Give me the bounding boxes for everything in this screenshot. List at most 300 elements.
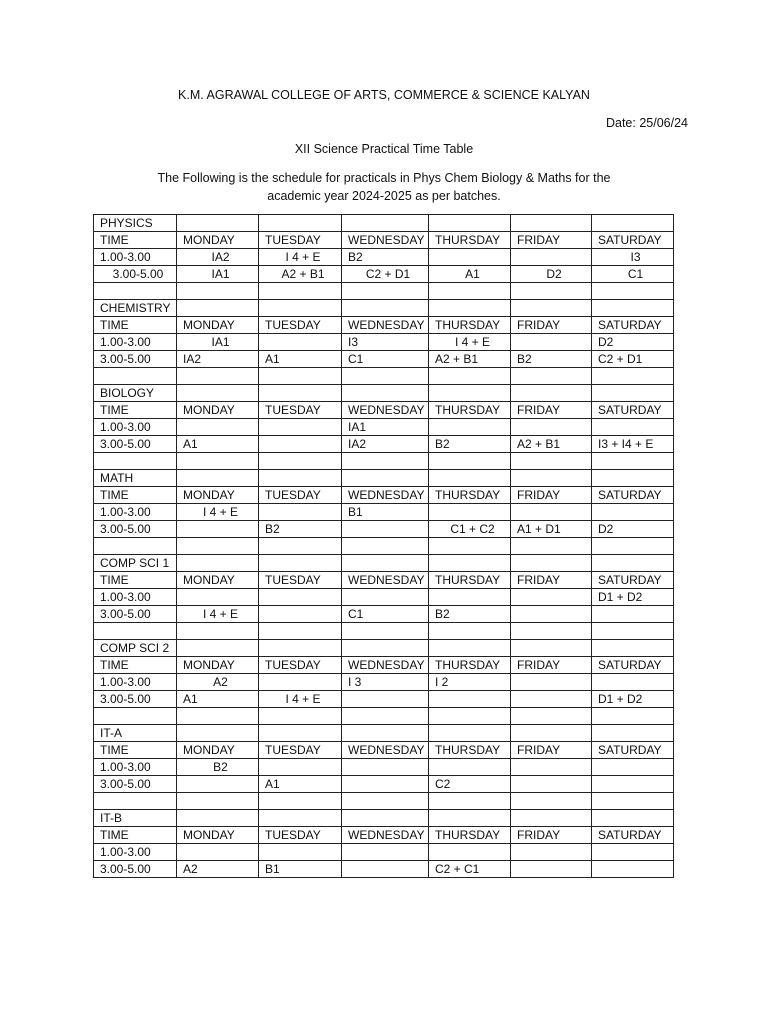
table-cell: 1.00-3.00 <box>94 504 177 521</box>
table-cell <box>429 283 511 300</box>
table-row <box>94 640 674 657</box>
table-row <box>94 385 674 402</box>
table-row <box>94 283 674 300</box>
table-row <box>94 453 674 470</box>
table-row <box>94 572 674 589</box>
table-cell <box>592 283 674 300</box>
table-cell <box>592 419 674 436</box>
table-cell: TUESDAY <box>259 742 342 759</box>
table-cell <box>342 300 429 317</box>
table-cell <box>177 793 259 810</box>
table-cell <box>94 538 177 555</box>
table-cell: MONDAY <box>177 827 259 844</box>
document-date: Date: 25/06/24 <box>605 116 688 130</box>
table-cell <box>259 538 342 555</box>
table-cell: TIME <box>94 487 177 504</box>
table-cell <box>429 589 511 606</box>
table-cell: FRIDAY <box>511 402 592 419</box>
table-cell <box>259 606 342 623</box>
table-cell: A1 <box>259 776 342 793</box>
table-cell: WEDNESDAY <box>342 827 429 844</box>
table-row <box>94 487 674 504</box>
table-cell: FRIDAY <box>511 232 592 249</box>
table-cell: MONDAY <box>177 657 259 674</box>
table-cell: SATURDAY <box>592 572 674 589</box>
table-cell: TUESDAY <box>259 487 342 504</box>
table-cell: C1 + C2 <box>429 521 511 538</box>
table-cell <box>592 470 674 487</box>
table-cell: B2 <box>259 521 342 538</box>
table-cell: 3.00-5.00 <box>94 436 177 453</box>
table-row <box>94 657 674 674</box>
table-cell <box>259 810 342 827</box>
table-cell <box>592 555 674 572</box>
table-cell <box>259 368 342 385</box>
table-cell: PHYSICS <box>94 215 177 232</box>
table-cell: FRIDAY <box>511 317 592 334</box>
college-title: K.M. AGRAWAL COLLEGE OF ARTS, COMMERCE & SCIENCE KALYAN <box>178 88 590 102</box>
table-cell: FRIDAY <box>511 657 592 674</box>
table-cell: SATURDAY <box>592 742 674 759</box>
table-cell: WEDNESDAY <box>342 572 429 589</box>
table-cell <box>592 300 674 317</box>
table-row <box>94 232 674 249</box>
table-cell <box>592 810 674 827</box>
table-cell: THURSDAY <box>429 742 511 759</box>
table-row <box>94 402 674 419</box>
table-row <box>94 844 674 861</box>
table-cell: WEDNESDAY <box>342 487 429 504</box>
table-cell <box>342 368 429 385</box>
table-cell <box>429 691 511 708</box>
table-cell <box>259 640 342 657</box>
table-cell <box>511 453 592 470</box>
table-cell <box>259 725 342 742</box>
table-cell <box>259 334 342 351</box>
table-cell: A1 + D1 <box>511 521 592 538</box>
table-cell <box>177 776 259 793</box>
table-cell: IA2 <box>177 249 259 266</box>
table-cell <box>342 453 429 470</box>
table-cell: TUESDAY <box>259 232 342 249</box>
table-cell: D1 + D2 <box>592 589 674 606</box>
table-cell <box>429 419 511 436</box>
table-cell <box>429 725 511 742</box>
table-cell: CHEMISTRY <box>94 300 177 317</box>
table-cell: BIOLOGY <box>94 385 177 402</box>
table-cell <box>177 521 259 538</box>
table-cell: WEDNESDAY <box>342 402 429 419</box>
table-cell: SATURDAY <box>592 317 674 334</box>
table-cell <box>511 419 592 436</box>
table-cell: I 3 <box>342 674 429 691</box>
table-cell: IA1 <box>177 266 259 283</box>
table-cell: THURSDAY <box>429 317 511 334</box>
table-cell <box>259 708 342 725</box>
table-row <box>94 419 674 436</box>
table-cell: WEDNESDAY <box>342 232 429 249</box>
table-row <box>94 623 674 640</box>
table-cell <box>342 623 429 640</box>
table-row <box>94 504 674 521</box>
table-cell <box>592 215 674 232</box>
table-cell <box>177 215 259 232</box>
table-cell: C1 <box>342 606 429 623</box>
table-row <box>94 725 674 742</box>
table-cell <box>511 776 592 793</box>
table-cell <box>511 470 592 487</box>
table-cell: 1.00-3.00 <box>94 419 177 436</box>
table-cell <box>342 555 429 572</box>
table-cell: TUESDAY <box>259 657 342 674</box>
table-cell <box>94 708 177 725</box>
table-row <box>94 317 674 334</box>
table-cell <box>259 793 342 810</box>
table-cell <box>429 453 511 470</box>
table-cell: 3.00-5.00 <box>94 606 177 623</box>
table-cell: 3.00-5.00 <box>94 691 177 708</box>
table-cell: COMP SCI 2 <box>94 640 177 657</box>
table-cell: IA1 <box>177 334 259 351</box>
table-cell: MONDAY <box>177 742 259 759</box>
table-cell <box>177 708 259 725</box>
table-cell <box>429 215 511 232</box>
table-cell: WEDNESDAY <box>342 742 429 759</box>
table-cell: I3 + I4 + E <box>592 436 674 453</box>
table-cell: MONDAY <box>177 232 259 249</box>
table-cell: B2 <box>429 436 511 453</box>
table-cell <box>511 640 592 657</box>
table-cell <box>342 776 429 793</box>
table-cell <box>592 674 674 691</box>
table-cell <box>259 283 342 300</box>
table-cell <box>511 810 592 827</box>
table-cell <box>94 453 177 470</box>
table-cell <box>259 555 342 572</box>
table-row <box>94 827 674 844</box>
table-cell <box>342 793 429 810</box>
table-cell <box>429 793 511 810</box>
table-cell: 3.00-5.00 <box>94 351 177 368</box>
table-cell: D2 <box>592 334 674 351</box>
table-cell: THURSDAY <box>429 572 511 589</box>
table-cell <box>177 555 259 572</box>
table-cell: FRIDAY <box>511 742 592 759</box>
table-cell: I 4 + E <box>259 249 342 266</box>
table-cell <box>592 708 674 725</box>
table-row <box>94 708 674 725</box>
table-cell <box>342 810 429 827</box>
table-cell: A2 + B1 <box>259 266 342 283</box>
table-cell <box>177 640 259 657</box>
table-cell <box>177 810 259 827</box>
table-cell <box>259 759 342 776</box>
table-cell: MONDAY <box>177 402 259 419</box>
table-cell <box>342 708 429 725</box>
table-cell: TUESDAY <box>259 827 342 844</box>
table-row <box>94 810 674 827</box>
table-cell <box>177 589 259 606</box>
table-row <box>94 266 674 283</box>
table-cell <box>592 368 674 385</box>
table-cell: MONDAY <box>177 487 259 504</box>
table-cell <box>592 640 674 657</box>
table-cell <box>592 861 674 878</box>
table-cell <box>259 623 342 640</box>
table-cell: 3.00-5.00 <box>94 521 177 538</box>
table-cell: C2 + D1 <box>592 351 674 368</box>
table-cell <box>511 606 592 623</box>
table-cell: B1 <box>342 504 429 521</box>
table-cell <box>429 555 511 572</box>
table-row <box>94 555 674 572</box>
table-cell: IA1 <box>342 419 429 436</box>
table-cell <box>511 725 592 742</box>
table-cell: I 4 + E <box>429 334 511 351</box>
table-cell: TIME <box>94 742 177 759</box>
table-cell: B2 <box>511 351 592 368</box>
table-cell <box>429 300 511 317</box>
table-cell <box>177 453 259 470</box>
table-cell: B2 <box>177 759 259 776</box>
table-cell <box>511 793 592 810</box>
table-cell: A1 <box>259 351 342 368</box>
table-row <box>94 521 674 538</box>
table-cell <box>259 844 342 861</box>
table-cell: MONDAY <box>177 317 259 334</box>
table-cell <box>511 385 592 402</box>
table-cell <box>259 419 342 436</box>
table-cell <box>177 538 259 555</box>
table-cell: TUESDAY <box>259 402 342 419</box>
table-cell: TIME <box>94 232 177 249</box>
table-row <box>94 215 674 232</box>
table-cell <box>342 861 429 878</box>
table-cell <box>511 249 592 266</box>
table-cell <box>511 623 592 640</box>
table-cell: A1 <box>177 436 259 453</box>
table-cell <box>177 470 259 487</box>
table-cell <box>94 283 177 300</box>
table-cell: A2 <box>177 674 259 691</box>
table-cell <box>342 589 429 606</box>
table-cell <box>342 283 429 300</box>
table-cell: IA2 <box>177 351 259 368</box>
table-cell <box>429 385 511 402</box>
table-cell: FRIDAY <box>511 827 592 844</box>
table-cell <box>429 538 511 555</box>
table-cell: MONDAY <box>177 572 259 589</box>
table-cell <box>511 708 592 725</box>
table-cell <box>592 623 674 640</box>
table-cell: A1 <box>177 691 259 708</box>
table-row <box>94 776 674 793</box>
table-cell: 1.00-3.00 <box>94 844 177 861</box>
table-cell <box>259 453 342 470</box>
table-cell: SATURDAY <box>592 232 674 249</box>
table-cell: C1 <box>592 266 674 283</box>
table-cell <box>259 300 342 317</box>
table-cell: 1.00-3.00 <box>94 589 177 606</box>
table-cell <box>177 725 259 742</box>
table-cell: TUESDAY <box>259 572 342 589</box>
table-cell <box>429 844 511 861</box>
table-row <box>94 861 674 878</box>
table-cell <box>177 844 259 861</box>
timetable-body <box>94 215 674 878</box>
table-row <box>94 759 674 776</box>
table-cell <box>342 385 429 402</box>
table-cell: B1 <box>259 861 342 878</box>
table-row <box>94 742 674 759</box>
table-cell: SATURDAY <box>592 487 674 504</box>
table-row <box>94 691 674 708</box>
table-cell: 3.00-5.00 <box>94 776 177 793</box>
table-cell <box>177 385 259 402</box>
table-cell <box>259 385 342 402</box>
table-cell <box>177 368 259 385</box>
table-row <box>94 249 674 266</box>
table-row <box>94 300 674 317</box>
table-cell <box>259 470 342 487</box>
table-cell <box>511 215 592 232</box>
table-cell <box>177 300 259 317</box>
table-row <box>94 470 674 487</box>
table-cell <box>177 623 259 640</box>
table-cell: THURSDAY <box>429 232 511 249</box>
table-cell <box>177 419 259 436</box>
table-cell: I 4 + E <box>177 606 259 623</box>
table-cell: THURSDAY <box>429 487 511 504</box>
table-cell <box>342 470 429 487</box>
table-cell: C2 + C1 <box>429 861 511 878</box>
table-cell: TIME <box>94 827 177 844</box>
table-cell: SATURDAY <box>592 827 674 844</box>
table-cell: WEDNESDAY <box>342 657 429 674</box>
table-cell <box>429 708 511 725</box>
table-cell <box>342 521 429 538</box>
table-cell <box>259 436 342 453</box>
table-cell <box>511 300 592 317</box>
table-cell: THURSDAY <box>429 827 511 844</box>
table-cell <box>342 215 429 232</box>
table-cell: SATURDAY <box>592 402 674 419</box>
table-cell <box>511 334 592 351</box>
table-cell <box>592 538 674 555</box>
table-cell <box>592 776 674 793</box>
table-cell <box>342 725 429 742</box>
table-cell <box>342 759 429 776</box>
practical-timetable <box>93 214 674 878</box>
table-cell: IT-B <box>94 810 177 827</box>
table-cell <box>511 555 592 572</box>
table-cell: B2 <box>342 249 429 266</box>
table-cell: TIME <box>94 657 177 674</box>
table-cell: TUESDAY <box>259 317 342 334</box>
table-cell: 1.00-3.00 <box>94 674 177 691</box>
timetable-title: XII Science Practical Time Table <box>294 142 474 156</box>
table-cell: C1 <box>342 351 429 368</box>
table-cell: THURSDAY <box>429 402 511 419</box>
table-cell <box>511 589 592 606</box>
table-cell: A2 + B1 <box>511 436 592 453</box>
table-cell: THURSDAY <box>429 657 511 674</box>
table-cell <box>429 759 511 776</box>
table-cell: TIME <box>94 572 177 589</box>
table-cell <box>511 861 592 878</box>
table-row <box>94 368 674 385</box>
table-row <box>94 674 674 691</box>
table-cell <box>511 283 592 300</box>
table-row <box>94 334 674 351</box>
table-cell <box>511 538 592 555</box>
table-cell: I3 <box>592 249 674 266</box>
table-cell <box>177 283 259 300</box>
table-row <box>94 351 674 368</box>
table-cell <box>429 470 511 487</box>
table-cell <box>429 623 511 640</box>
table-cell <box>511 759 592 776</box>
table-row <box>94 589 674 606</box>
table-cell: 1.00-3.00 <box>94 334 177 351</box>
table-cell: C2 + D1 <box>342 266 429 283</box>
table-cell: 1.00-3.00 <box>94 249 177 266</box>
table-cell: COMP SCI 1 <box>94 555 177 572</box>
table-cell <box>592 793 674 810</box>
table-cell <box>259 215 342 232</box>
table-cell <box>511 691 592 708</box>
table-cell <box>94 793 177 810</box>
table-cell: IA2 <box>342 436 429 453</box>
table-cell: B2 <box>429 606 511 623</box>
table-cell: SATURDAY <box>592 657 674 674</box>
table-cell: 3.00-5.00 <box>94 861 177 878</box>
table-cell <box>592 504 674 521</box>
table-cell <box>94 623 177 640</box>
table-cell <box>511 674 592 691</box>
intro-paragraph: The Following is the schedule for practicals in Phys Chem Biology & Maths for the academic year 2024-2025 as per batches. <box>157 171 611 203</box>
table-cell <box>259 589 342 606</box>
table-cell: I 4 + E <box>259 691 342 708</box>
table-cell <box>342 538 429 555</box>
table-cell: A1 <box>429 266 511 283</box>
table-cell <box>592 844 674 861</box>
table-cell: D2 <box>511 266 592 283</box>
table-cell <box>511 368 592 385</box>
table-cell <box>592 453 674 470</box>
table-cell <box>592 725 674 742</box>
table-cell <box>429 640 511 657</box>
table-row <box>94 436 674 453</box>
table-cell: FRIDAY <box>511 572 592 589</box>
table-cell <box>592 606 674 623</box>
table-cell <box>259 674 342 691</box>
table-cell: I 4 + E <box>177 504 259 521</box>
table-cell <box>429 504 511 521</box>
table-row <box>94 793 674 810</box>
table-cell: A2 <box>177 861 259 878</box>
table-cell <box>429 368 511 385</box>
table-cell: MATH <box>94 470 177 487</box>
table-cell: D1 + D2 <box>592 691 674 708</box>
table-cell <box>94 368 177 385</box>
table-cell: C2 <box>429 776 511 793</box>
table-cell <box>429 810 511 827</box>
table-cell <box>511 504 592 521</box>
table-cell <box>259 504 342 521</box>
table-cell: 3.00-5.00 <box>94 266 177 283</box>
table-cell: FRIDAY <box>511 487 592 504</box>
